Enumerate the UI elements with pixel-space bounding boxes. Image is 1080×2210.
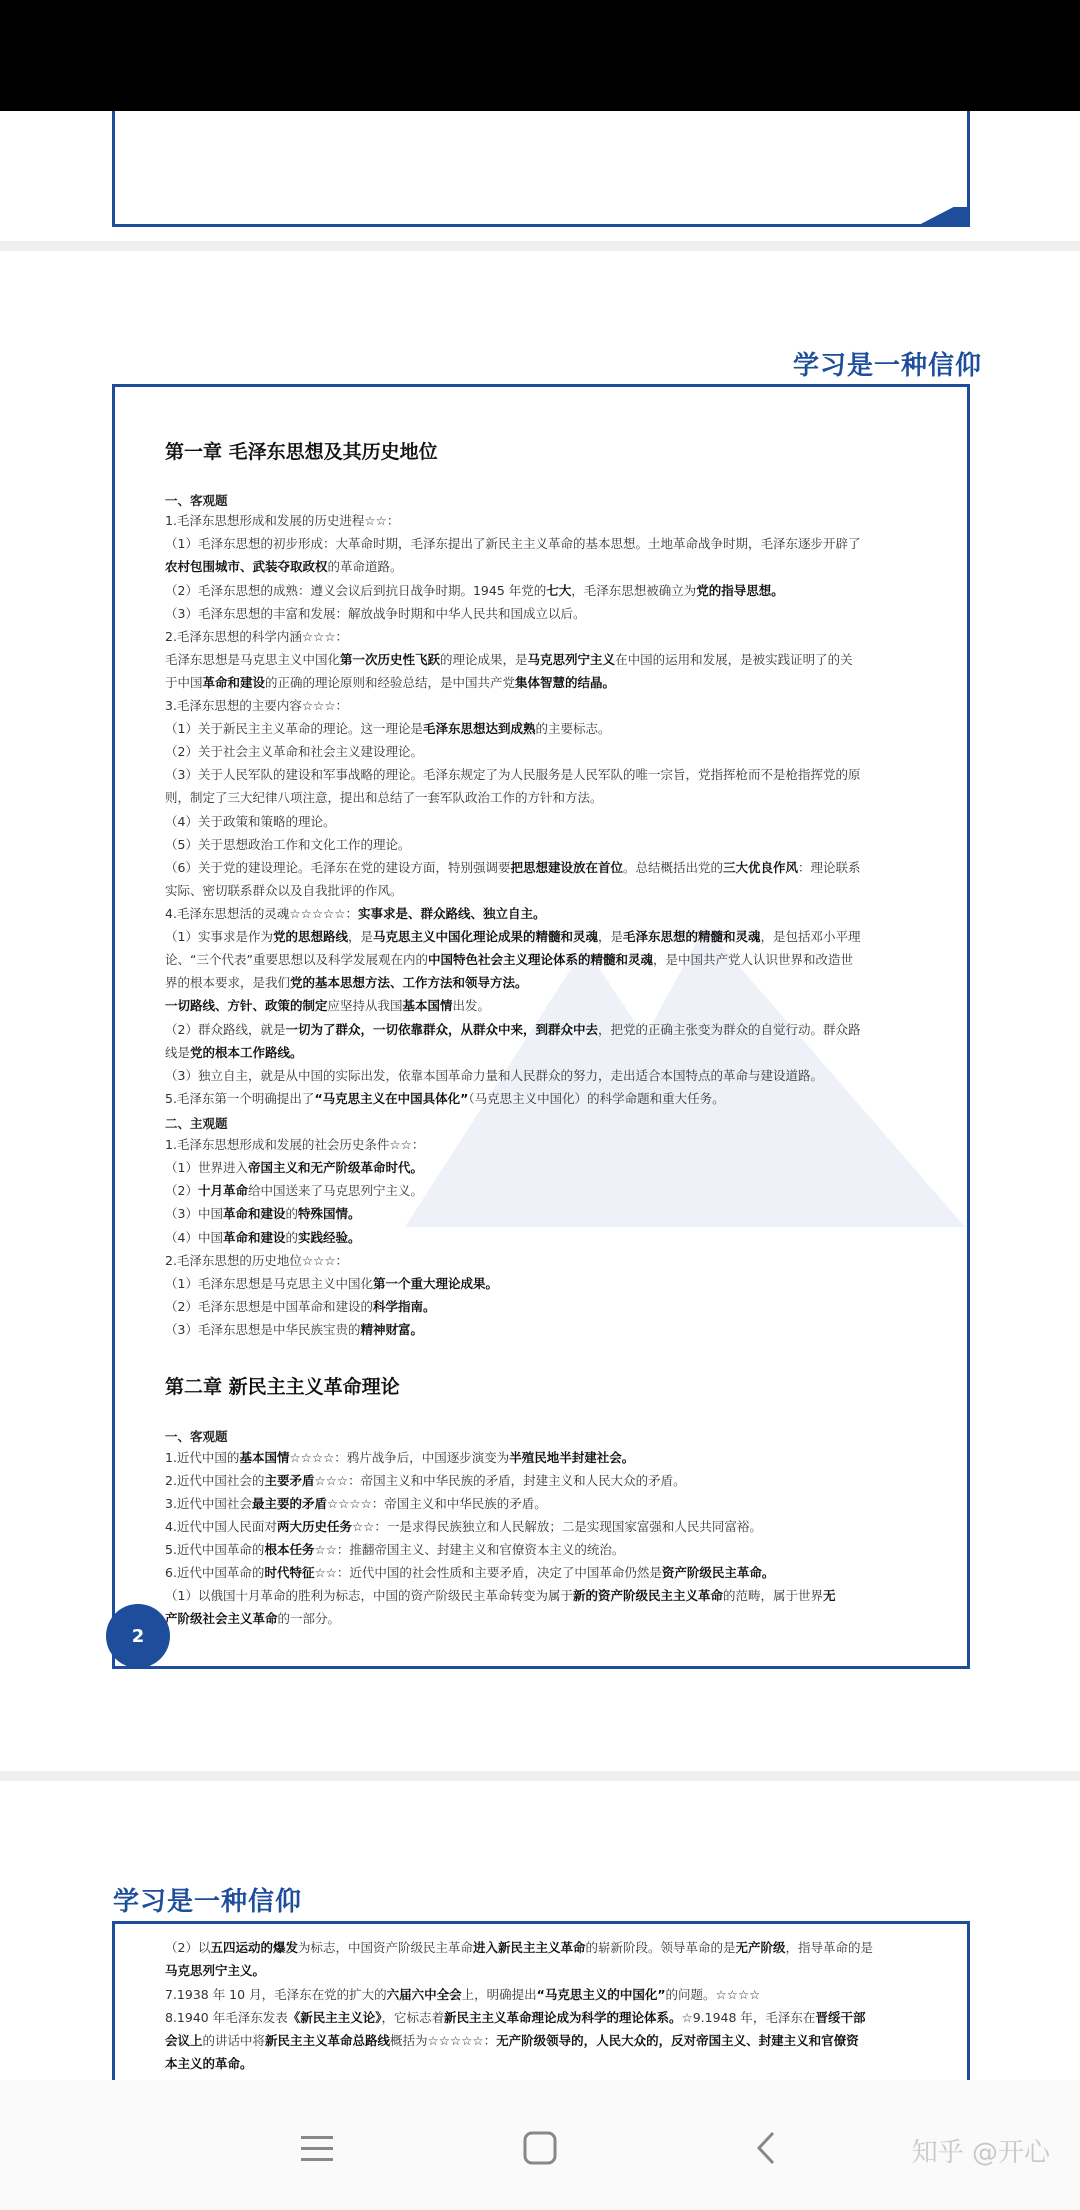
- text-line: [165, 1987, 760, 2003]
- bold-text: 党的思想路线: [272, 929, 348, 944]
- text-line: （2）关于社会主义革命和社会主义建设理论。: [165, 744, 423, 759]
- text: ，它标志着: [381, 2010, 444, 2025]
- bold-text: 实事求是、群众路线、独立自主。: [357, 906, 546, 921]
- bold-text: 资产阶级民主革命。: [661, 1565, 775, 1580]
- bold-text: 党的基本思想方法、工作方法和领导方法。: [290, 975, 528, 990]
- text-line: [165, 1091, 725, 1107]
- bold-text: 一切路线、方针、政策的制定: [165, 998, 328, 1013]
- text-line: [165, 860, 861, 876]
- bold-text: 科学指南。: [372, 1299, 436, 1314]
- text-line: （5）关于思想政治工作和文化工作的理论。: [165, 837, 411, 852]
- text-line: [165, 975, 528, 991]
- text: 于中国: [165, 675, 203, 690]
- text: （2）: [165, 1183, 198, 1198]
- bold-text: 帝国主义和无产阶级革命时代。: [247, 1160, 423, 1175]
- text-line: 1.毛泽东思想形成和发展的历史进程☆☆：: [165, 513, 400, 528]
- bold-text: 革命和建设: [222, 1206, 286, 1221]
- bold-text: 根本任务: [264, 1542, 315, 1557]
- watermark-credit: 知乎 @开心: [911, 2138, 1050, 2168]
- text-line: 2.毛泽东思想的科学内涵☆☆☆：: [165, 629, 349, 644]
- text-line: [165, 1588, 836, 1604]
- text-line: [165, 929, 861, 945]
- text: （6）关于党的建设理论。毛泽东在党的建设方面，特别强调要: [165, 860, 511, 875]
- text-line: [165, 998, 490, 1014]
- bold-text: 新民主主义革命理论成为科学的理论体系。: [444, 2010, 682, 2025]
- text: 给中国送来了马克思列宁主义。: [247, 1183, 423, 1198]
- text: 2.近代中国社会的: [165, 1473, 265, 1488]
- home-square-icon: [520, 2128, 560, 2168]
- bold-text: 马克思主义中国化理论成果的精髓和灵魂: [373, 929, 599, 944]
- text: （1）关于新民主主义革命的理论。这一理论是: [165, 721, 423, 736]
- text-line: （1）毛泽东思想的初步形成：大革命时期，毛泽东提出了新民主主义革命的基本思想。土地革命战争时期，毛泽东逐步开辟了: [165, 536, 861, 551]
- text-line: [165, 1519, 762, 1535]
- text: 的范畴，属于世界: [722, 1588, 823, 1603]
- bold-text: 半殖民地半封建社会。: [509, 1450, 635, 1465]
- text-line: [165, 583, 784, 599]
- text: （马克思主义中国化）的科学命题和重大任务。: [468, 1091, 725, 1106]
- text: （3）毛泽东思想是中华民族宝贵的: [165, 1322, 361, 1337]
- system-navigation-bar: [0, 2080, 1080, 2210]
- bold-text: 三大优良作风: [723, 860, 799, 875]
- bold-text: 毛泽东思想达到成熟: [422, 721, 536, 736]
- text: ☆☆☆：帝国主义和中华民族的矛盾，封建主义和人民大众的矛盾。: [314, 1473, 686, 1488]
- text: ☆9.1948 年，毛泽东在: [681, 2010, 816, 2025]
- bold-text: 产阶级社会主义革命: [165, 1611, 278, 1626]
- bold-text: 一切为了群众，一切依靠群众，从群众中来，到群众中去: [285, 1022, 598, 1037]
- bold-text: 时代特征: [264, 1565, 315, 1580]
- text-line: [165, 1160, 423, 1176]
- text-line: [165, 1940, 873, 1956]
- text-line: [165, 652, 853, 668]
- text-line: （3）毛泽东思想的丰富和发展：解放战争时期和中华人民共和国成立以后。: [165, 606, 586, 621]
- bold-text: 马克思列宁主义: [527, 652, 616, 667]
- bold-text: 特殊国情。: [297, 1206, 361, 1221]
- section-heading: 一、客观题: [165, 493, 228, 508]
- back-chevron-icon: [747, 2128, 787, 2168]
- bold-text: 最主要的矛盾: [251, 1496, 327, 1511]
- text: （2）毛泽东思想的成熟：遵义会议后到抗日战争时期。1945 年党的: [165, 583, 547, 598]
- text-line: [165, 1022, 861, 1038]
- bold-text: 五四运动的爆发: [210, 1940, 298, 1955]
- bold-text: 六届六中全会: [386, 1987, 462, 2002]
- text-line: （4）关于政策和策略的理论。: [165, 814, 336, 829]
- previous-page-frame: [112, 111, 970, 227]
- text-line: [165, 1473, 686, 1489]
- text: （2）群众路线，就是: [165, 1022, 286, 1037]
- text: ，是: [347, 929, 373, 944]
- text: ☆☆：近代中国的社会性质和主要矛盾，决定了中国革命仍然是: [314, 1565, 662, 1580]
- text: 的问题。☆☆☆☆: [665, 1987, 761, 2002]
- text: （1）实事求是作为: [165, 929, 273, 944]
- text: 概括为☆☆☆☆☆：: [390, 2033, 497, 2048]
- text-line: [165, 1206, 361, 1222]
- page-number-badge: 2: [106, 1604, 170, 1668]
- text-line: [165, 1322, 423, 1338]
- text: 。总结概括出党的: [622, 860, 723, 875]
- text: ☆☆☆☆：帝国主义和中华民族的矛盾。: [326, 1496, 547, 1511]
- text: 线是: [165, 1045, 191, 1060]
- text: ，是中国共产党人认识世界和改造世: [652, 952, 853, 967]
- text: 4.近代中国人民面对: [165, 1519, 277, 1534]
- text-line: [165, 1565, 774, 1581]
- text: 的主要标志。: [535, 721, 611, 736]
- text-line: [165, 1963, 265, 1979]
- text: 为标志，中国资产阶级民主革命: [297, 1940, 473, 1955]
- bold-text: 农村包围城市、武装夺取政权: [165, 559, 328, 574]
- text-line: 实际、密切联系群众以及自我批评的作风。: [165, 883, 403, 898]
- text: ，把党的正确主张变为群众的自觉行动。群众路: [597, 1022, 861, 1037]
- text: 的理论成果，是: [440, 652, 528, 667]
- text: 7.1938 年 10 月，毛泽东在党的扩大的: [165, 1987, 387, 2002]
- text: 在中国的运用和发展，是被实践证明了的关: [615, 652, 853, 667]
- bold-text: 无产阶级: [735, 1940, 786, 1955]
- bold-text: 晋绥干部: [815, 2010, 866, 2025]
- bold-text: 主要矛盾: [264, 1473, 315, 1488]
- text-line: [165, 2033, 859, 2049]
- text-line: [165, 2056, 253, 2072]
- text: 的: [285, 1230, 298, 1245]
- text: 的正确的理论原则和经验总结，是中国共产党: [265, 675, 516, 690]
- text: 的革命道路。: [327, 559, 403, 574]
- bold-text: 七大: [546, 583, 572, 598]
- bold-text: 《新民主主义论》: [287, 2010, 382, 2025]
- section-heading: 二、主观题: [165, 1116, 228, 1131]
- bold-text: 两大历史任务: [276, 1519, 352, 1534]
- text: （2）以: [165, 1940, 211, 1955]
- text: 8.1940 年毛泽东发表: [165, 2010, 288, 2025]
- text: 6.近代中国革命的: [165, 1565, 265, 1580]
- menu-button[interactable]: [277, 2108, 357, 2188]
- bold-text: 无: [823, 1588, 836, 1603]
- bold-text: 马克思列宁主义。: [165, 1963, 266, 1978]
- document-page-3: [0, 1781, 1080, 2080]
- text-line: [165, 1183, 423, 1199]
- bold-text: 集体智慧的结晶。: [515, 675, 616, 690]
- text: ：理论联系: [798, 860, 861, 875]
- header-slogan: 学习是一种信仰: [793, 351, 983, 381]
- previous-page-tail: [0, 111, 1080, 241]
- text: 5.近代中国革命的: [165, 1542, 265, 1557]
- bold-text: 革命和建设: [222, 1230, 286, 1245]
- text: 的崭新阶段。领导革命的是: [585, 1940, 736, 1955]
- text: 的: [285, 1206, 298, 1221]
- text: ，指导革命的是: [785, 1940, 874, 1955]
- text: 上，明确提出: [461, 1987, 537, 2002]
- text-line: [165, 1045, 303, 1061]
- document-page-2: [0, 251, 1080, 1771]
- bold-text: 新的资产阶级民主主义革命: [572, 1588, 723, 1603]
- text: （3）中国: [165, 1206, 223, 1221]
- text: 的讲话中将: [202, 2033, 266, 2048]
- text: ☆☆：一是求得民族独立和人民解放；二是实现国家富强和人民共同富裕。: [351, 1519, 762, 1534]
- text: （1）世界进入: [165, 1160, 248, 1175]
- text-line: [165, 2010, 865, 2026]
- text-line: （3）独立自主，就是从中国的实际出发，依靠本国革命力量和人民群众的努力，走出适合本国特点的革命与建设道路。: [165, 1068, 823, 1083]
- text: 应坚持从我国: [327, 998, 403, 1013]
- bold-text: “马克思主义的中国化”: [536, 1987, 666, 2002]
- text: ，是: [598, 929, 624, 944]
- chapter-2-title: 第二章 新民主主义革命理论: [165, 1376, 400, 1398]
- text-line: [165, 1230, 361, 1246]
- text: 4.毛泽东思想活的灵魂☆☆☆☆☆：: [165, 906, 358, 921]
- bold-text: 精神财富。: [360, 1322, 423, 1337]
- text: 毛泽东思想是马克思主义中国化: [165, 652, 341, 667]
- text-line: 2.毛泽东思想的历史地位☆☆☆：: [165, 1253, 349, 1268]
- bold-text: 党的指导思想。: [696, 583, 784, 598]
- bold-text: 进入新民主主义革命: [472, 1940, 586, 1955]
- bold-text: 革命和建设: [202, 675, 266, 690]
- text-line: [165, 1611, 340, 1627]
- chapter-1-title: 第一章 毛泽东思想及其历史地位: [165, 441, 438, 463]
- text-line: [165, 952, 853, 968]
- section-heading: 一、客观题: [165, 1429, 228, 1444]
- bold-text: 把思想建设放在首位: [510, 860, 623, 875]
- bold-text: 本主义的革命。: [165, 2056, 253, 2071]
- text: ☆☆☆☆：鸦片战争后，中国逐步演变为: [289, 1450, 510, 1465]
- back-button[interactable]: [727, 2108, 807, 2188]
- header-slogan: 学习是一种信仰: [113, 1887, 303, 1917]
- text: 3.近代中国社会: [165, 1496, 252, 1511]
- text: 论、“三个代表”重要思想以及科学发展观在内的: [165, 952, 428, 967]
- text: （1）毛泽东思想是马克思主义中国化: [165, 1276, 373, 1291]
- content-frame: [112, 384, 970, 1669]
- text: （4）中国: [165, 1230, 223, 1245]
- text-line: [165, 721, 611, 737]
- text: ，是包括邓小平理: [760, 929, 861, 944]
- text-line: 则，制定了三大纪律八项注意，提出和总结了一套军队政治工作的方针和方法。: [165, 790, 603, 805]
- bold-text: 十月革命: [197, 1183, 248, 1198]
- bold-text: 无产阶级领导的，人民大众的，反对帝国主义、封建主义和官僚资: [496, 2033, 859, 2048]
- bold-text: 党的根本工作路线。: [190, 1045, 303, 1060]
- text-line: [165, 1450, 634, 1466]
- menu-icon: [297, 2132, 337, 2164]
- bold-text: 基本国情: [402, 998, 453, 1013]
- text: 界的根本要求，是我们: [165, 975, 291, 990]
- bold-text: 基本国情: [239, 1450, 290, 1465]
- bold-text: 中国特色社会主义理论体系的精髓和灵魂: [427, 952, 653, 967]
- page-gap: [0, 241, 1080, 251]
- text: （2）毛泽东思想是中国革命和建设的: [165, 1299, 373, 1314]
- bold-text: 第一次历史性飞跃: [340, 652, 441, 667]
- page-gap: [0, 1771, 1080, 1781]
- text-line: [165, 559, 403, 575]
- text: 5.毛泽东第一个明确提出了: [165, 1091, 315, 1106]
- text: 的一部分。: [277, 1611, 341, 1626]
- text-line: [165, 906, 545, 922]
- text-line: [165, 675, 615, 691]
- bold-text: “马克思主义在中国具体化”: [314, 1091, 469, 1106]
- text-line: [165, 1299, 435, 1315]
- text: 出发。: [452, 998, 491, 1013]
- text-line: [165, 1496, 547, 1512]
- bold-text: 第一个重大理论成果。: [372, 1276, 498, 1291]
- text-line: [165, 1276, 498, 1292]
- text: （1）以俄国十月革命的胜利为标志，中国的资产阶级民主革命转变为属于: [165, 1588, 573, 1603]
- bold-text: 实践经验。: [297, 1230, 361, 1245]
- bold-text: 新民主主义革命总路线: [265, 2033, 391, 2048]
- bold-text: 会议上: [165, 2033, 203, 2048]
- text: ☆☆：推翻帝国主义、封建主义和官僚资本主义的统治。: [314, 1542, 625, 1557]
- text: 1.近代中国的: [165, 1450, 240, 1465]
- text-line: （3）关于人民军队的建设和军事战略的理论。毛泽东规定了为人民服务是人民军队的唯一宗旨，党指挥枪而不是枪指挥党的原: [165, 767, 861, 782]
- bold-text: 毛泽东思想的精髓和灵魂: [623, 929, 761, 944]
- text-line: 3.毛泽东思想的主要内容☆☆☆：: [165, 698, 349, 713]
- text: ，毛泽东思想被确立为: [571, 583, 697, 598]
- status-bar: [0, 0, 1080, 111]
- text-line: 1.毛泽东思想形成和发展的社会历史条件☆☆：: [165, 1137, 425, 1152]
- home-button[interactable]: [500, 2108, 580, 2188]
- text-line: [165, 1542, 624, 1558]
